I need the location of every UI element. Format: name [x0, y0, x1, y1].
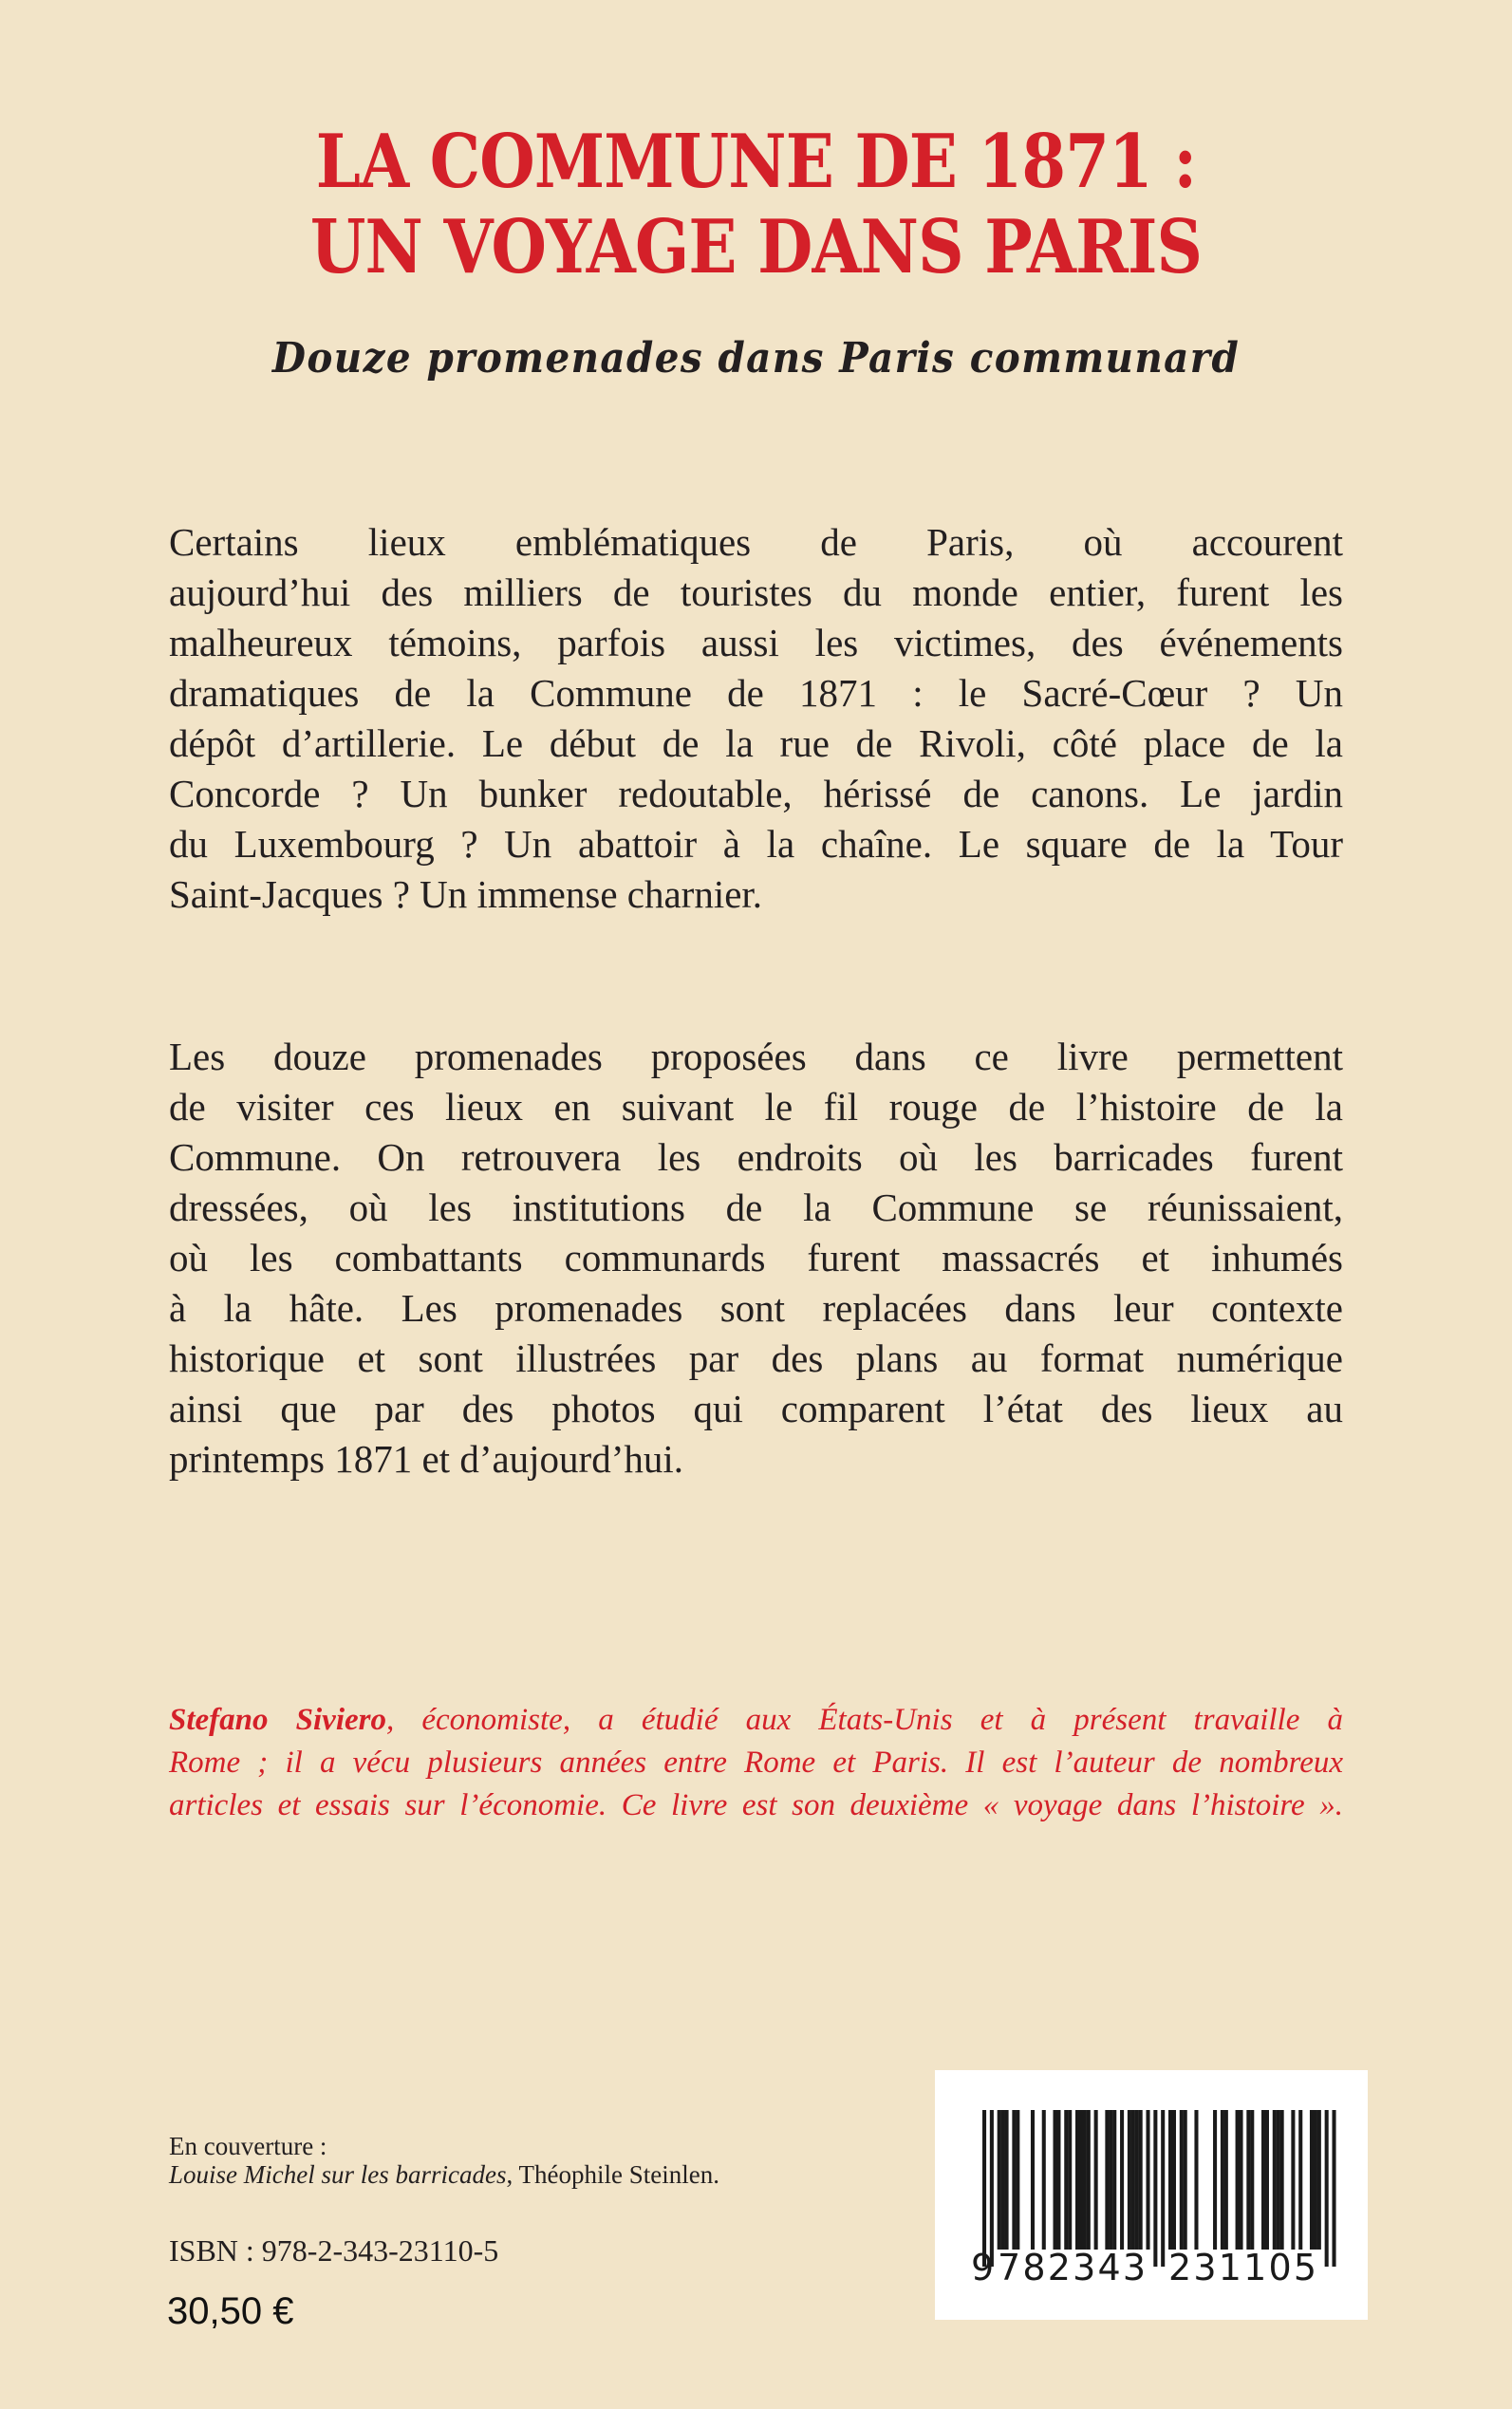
blurb-paragraph-2 [169, 1032, 1343, 1485]
blurb-line: printemps 1871 et d’aujourd’hui. [169, 1437, 684, 1481]
isbn: ISBN : 978-2-343-23110-5 [169, 2233, 499, 2268]
book-title-line-1: LA COMMUNE DE 1871 : [315, 119, 1197, 205]
blurb-paragraph-1 [169, 517, 1343, 920]
cover-credit-label: En couverture : [169, 2132, 327, 2160]
blurb-line: malheureux témoins, parfois aussi les victimes, des événements [169, 621, 1343, 664]
blurb-line: du Luxembourg ? Un abattoir à la chaîne. Le square de la Tour [169, 822, 1343, 866]
ean13-barcode-icon [935, 2070, 1368, 2320]
blurb-line: à la hâte. Les promenades sont replacées dans leur contexte [169, 1286, 1343, 1330]
bio-line [169, 1699, 1343, 1742]
blurb-line: Certains lieux emblématiques de Paris, où accourent [169, 520, 1343, 564]
blurb-line: dressées, où les institutions de la Commune se réunissaient, [169, 1186, 1343, 1229]
blurb-line: Les douze promenades proposées dans ce livre permettent [169, 1035, 1343, 1078]
bio-text: , économiste, a étudié aux États-Unis et à présent travaille à [385, 1703, 1344, 1737]
blurb-line: historique et sont illustrées par des plans au format numérique [169, 1336, 1343, 1380]
barcode-right-digits: 231105 [1168, 2247, 1316, 2288]
barcode-graphic [935, 2070, 1368, 2320]
blurb-line: Commune. On retrouvera les endroits où les barricades furent [169, 1135, 1343, 1179]
blurb-line: où les combattants communards furent massacrés et inhumés [169, 1236, 1343, 1279]
price: 30,50 € [167, 2290, 294, 2332]
blurb-line: Saint-Jacques ? Un immense charnier. [169, 872, 763, 916]
bio-line: articles et essais sur l’économie. Ce livre est son deuxième « voyage dans l’histoire ». [169, 1788, 1343, 1822]
author-name: Stefano Siviero [169, 1703, 386, 1737]
blurb-line: Concorde ? Un bunker redoutable, hérissé de canons. Le jardin [169, 772, 1343, 815]
artist-name: , Théophile Steinlen. [506, 2160, 719, 2189]
blurb-line: ainsi que par des photos qui comparent l’état des lieux au [169, 1387, 1343, 1430]
artwork-title: Louise Michel sur les barricades [169, 2160, 507, 2189]
cover-credit-artwork [169, 2160, 719, 2189]
blurb-line: dramatiques de la Commune de 1871 : le Sacré-Cœur ? Un [169, 671, 1343, 715]
cover-credit [169, 2132, 719, 2189]
barcode-left-digits: 782343 [998, 2247, 1146, 2288]
book-subtitle: Douze promenades dans Paris communard [271, 334, 1241, 383]
book-title-line-2: UN VOYAGE DANS PARIS [309, 204, 1203, 290]
blurb-line: dépôt d’artillerie. Le début de la rue de Rivoli, côté place de la [169, 721, 1343, 765]
author-bio [169, 1699, 1343, 1827]
bio-line: Rome ; il a vécu plusieurs années entre Rome et Paris. Il est l’auteur de nombreux [169, 1746, 1343, 1780]
barcode-first-digit: 9 [971, 2247, 995, 2288]
blurb-line: aujourd’hui des milliers de touristes du monde entier, furent les [169, 570, 1343, 614]
blurb-line: de visiter ces lieux en suivant le fil rouge de l’histoire de la [169, 1085, 1343, 1129]
